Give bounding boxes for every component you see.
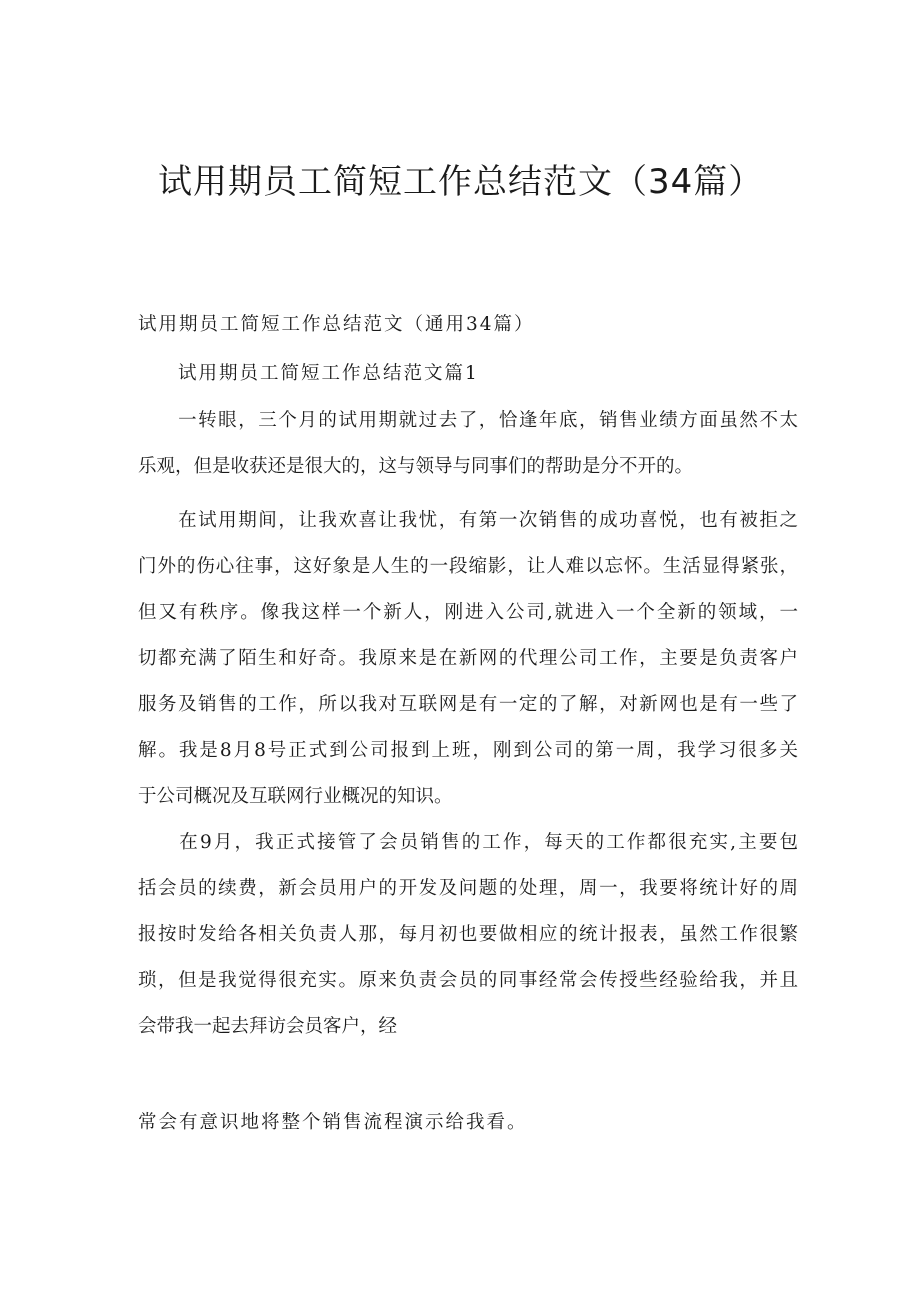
section-heading: 试用期员工简短工作总结范文篇1 [178,363,479,384]
paragraph-line: 在9月，我正式接管了会员销售的工作，每天的工作都很充实,主要包 [138,832,798,853]
paragraph-line: 琐，但是我觉得很充实。原来负责会员的同事经常会传授些经验给我，并且 [138,970,798,991]
paragraph-2 [138,498,798,820]
paragraph-line: 会带我一起去拜访会员客户，经 [138,1016,398,1037]
paragraph-line: 切都充满了陌生和好奇。我原来是在新网的代理公司工作，主要是负责客户 [138,648,798,669]
paragraph-line: 门外的伤心往事，这好象是人生的一段缩影，让人难以忘怀。生活显得紧张， [138,556,798,577]
paragraph-line: 括会员的续费，新会员用户的开发及问题的处理，周一，我要将统计好的周 [138,878,798,899]
paragraph-line: 一转眼，三个月的试用期就过去了，恰逢年底，销售业绩方面虽然不太 [138,410,798,431]
paragraph-1 [138,398,798,490]
paragraph-line: 报按时发给各相关负责人那，每月初也要做相应的统计报表，虽然工作很繁 [138,924,798,945]
paragraph-line: 在试用期间，让我欢喜让我忧，有第一次销售的成功喜悦，也有被拒之 [138,510,798,531]
paragraph-line: 乐观，但是收获还是很大的，这与领导与同事们的帮助是分不开的。 [138,456,694,477]
paragraph-line: 于公司概况及互联网行业概况的知识。 [138,786,453,807]
document-subtitle: 试用期员工简短工作总结范文（通用34篇） [138,314,535,335]
paragraph-line: 解。我是8月8号正式到公司报到上班，刚到公司的第一周，我学习很多关 [138,740,798,761]
paragraph-line: 但又有秩序。像我这样一个新人，刚进入公司,就进入一个全新的领域，一 [138,602,798,623]
document-title: 试用期员工简短工作总结范文（34篇） [158,162,764,202]
continuation-text: 常会有意识地将整个销售流程演示给我看。 [138,1112,528,1133]
paragraph-3 [138,820,798,1050]
paragraph-line: 服务及销售的工作，所以我对互联网是有一定的了解，对新网也是有一些了 [138,694,798,715]
